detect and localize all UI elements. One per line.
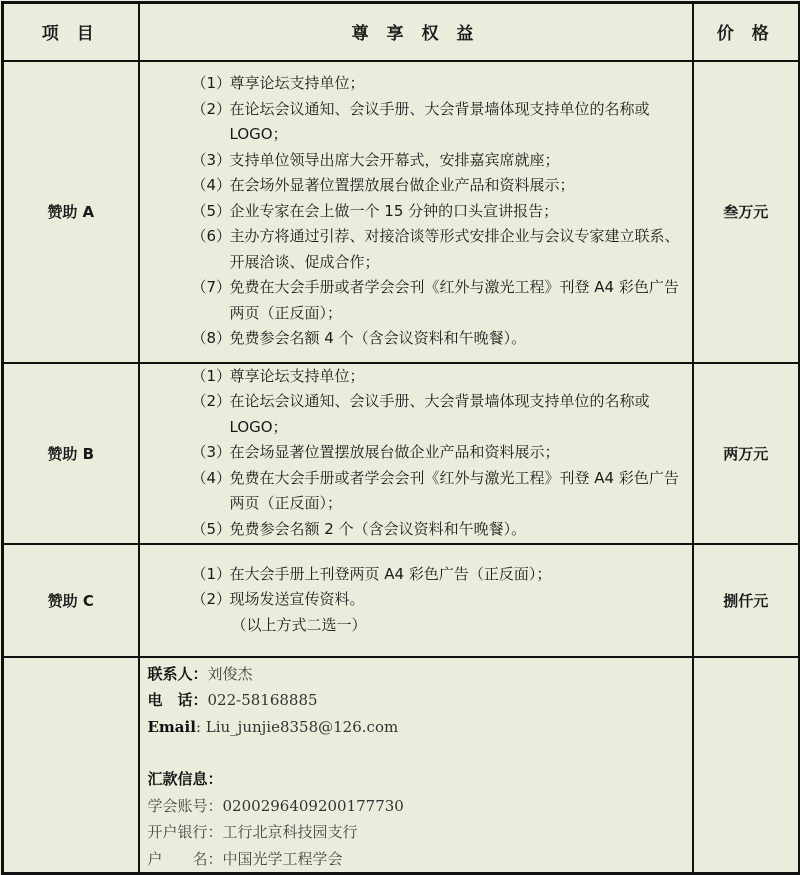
table-row-sponsor-a xyxy=(3,61,800,363)
remit-account: 学会账号：0200296409200177730 xyxy=(147,796,404,815)
benefit-item: （2） 在论坛会议通知、会议手册、大会背景墙体现支持单位的名称或 LOGO； xyxy=(191,392,650,436)
choice-note: （以上方式二选一） xyxy=(231,615,367,634)
benefit-item: （6） 主办方将通过引荐、对接洽谈等形式安排企业与会议专家建立联系、开展洽谈、促成合作； xyxy=(191,227,680,271)
benefit-item: （5） 免费参会名额 2 个（含会议资料和午晚餐）。 xyxy=(191,519,527,538)
item-label: 赞助 C xyxy=(3,544,139,657)
benefit-item: （3） 支持单位领导出席大会开幕式，安排嘉宾席就座； xyxy=(191,150,560,169)
empty-cell xyxy=(3,657,139,874)
benefit-item: （7） 免费在大会手册或者学会会刊《红外与激光工程》刊登 A4 彩色广告两页（正反面）； xyxy=(191,278,679,322)
contact-person: 联系人：刘俊杰 xyxy=(147,664,253,683)
contact-info xyxy=(139,657,693,874)
benefit-item: （2） 在论坛会议通知、会议手册、大会背景墙体现支持单位的名称或 LOGO； xyxy=(191,99,650,144)
sponsorship-table xyxy=(1,1,800,875)
benefit-item: （5） 企业专家在会上做一个 15 分钟的口头宣讲报告； xyxy=(191,201,559,220)
table-row-sponsor-b xyxy=(3,363,800,544)
remit-bank: 开户银行：工行北京科技园支行 xyxy=(147,823,358,841)
remit-name: 户 名：中国光学工程学会 xyxy=(147,849,343,868)
benefit-item: （2） 现场发送宣传资料。 xyxy=(191,590,365,609)
item-label: 赞助 A xyxy=(3,61,139,363)
price-value: 叁万元 xyxy=(693,61,800,363)
empty-cell xyxy=(693,657,800,874)
benefit-item: （1） 在大会手册上刊登两页 A4 彩色广告（正反面）； xyxy=(191,564,552,583)
header-price: 价 格 xyxy=(693,3,800,61)
contact-email: Email: Liu_junjie8358@126.com xyxy=(147,717,399,736)
price-value: 两万元 xyxy=(693,363,800,544)
email-link[interactable]: Liu_junjie8358@126.com xyxy=(205,717,399,736)
table-row-sponsor-c xyxy=(3,544,800,657)
header-item: 项 目 xyxy=(3,3,139,61)
benefits-list xyxy=(139,544,693,657)
header-benefits: 尊 享 权 益 xyxy=(139,3,693,61)
benefit-item: （1） 尊享论坛支持单位； xyxy=(191,74,365,93)
benefit-item: （8） 免费参会名额 4 个（含会议资料和午晚餐）。 xyxy=(191,329,527,348)
benefit-item: （4） 在会场外显著位置摆放展台做企业产品和资料展示； xyxy=(191,176,575,195)
benefit-item: （4） 免费在大会手册或者学会会刊《红外与激光工程》刊登 A4 彩色广告两页（正反面）； xyxy=(191,468,679,513)
remit-heading: 汇款信息： xyxy=(147,770,223,788)
benefits-list xyxy=(139,363,693,544)
spacer xyxy=(148,740,692,766)
item-label: 赞助 B xyxy=(3,363,139,544)
price-value: 捌仟元 xyxy=(693,544,800,657)
benefit-item: （1） 尊享论坛支持单位； xyxy=(191,366,365,385)
benefits-list xyxy=(139,61,693,363)
table-row-contact xyxy=(3,657,800,874)
table-header-row xyxy=(3,3,800,61)
contact-phone: 电 话：022-58168885 xyxy=(147,691,318,709)
benefit-item: （3） 在会场显著位置摆放展台做企业产品和资料展示； xyxy=(191,443,560,462)
